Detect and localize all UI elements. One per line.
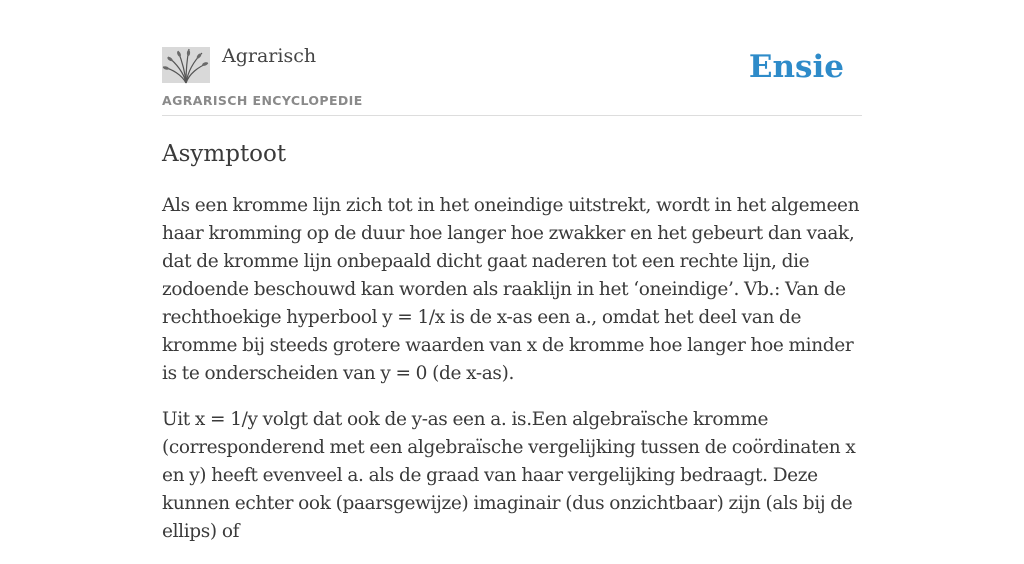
wheat-logo-icon[interactable] bbox=[162, 47, 210, 83]
site-name[interactable]: Agrarisch bbox=[222, 45, 317, 67]
ensie-brand-link[interactable]: Ensie bbox=[748, 49, 844, 85]
site-header bbox=[162, 0, 862, 116]
article-paragraph: Uit x = 1/y volgt dat ook de y-as een a. is.Een algebraïsche kromme (corresponderend met een algebraïsche vergelijking tussen de coördinaten x en y) heeft evenveel a. als de graad van haar vergelijking bedraagt. Deze kunnen echter ook (paarsgewijze) imaginair (dus onzichtbaar) zijn (als bij de ellips) of bbox=[162, 409, 856, 542]
article bbox=[162, 138, 862, 564]
site-subtitle: AGRARISCH ENCYCLOPEDIE bbox=[162, 93, 363, 108]
article-title: Asymptoot bbox=[162, 141, 287, 167]
article-paragraph: Als een kromme lijn zich tot in het oneindige uitstrekt, wordt in het algemeen haar kromming op de duur hoe langer hoe zwakker en het gebeurt dan vaak, dat de kromme lijn onbepaald dicht gaat naderen tot een rechte lijn, die zodoende beschouwd kan worden als raaklijn in het ‘oneindige’. Vb.: Van de rechthoekige hyperbool y = 1/x is de x-as een a., omdat het deel van de kromme bij steeds grotere waarden van x de kromme hoe langer hoe minder is te onderscheiden van y = 0 (de x-as). bbox=[162, 195, 860, 384]
